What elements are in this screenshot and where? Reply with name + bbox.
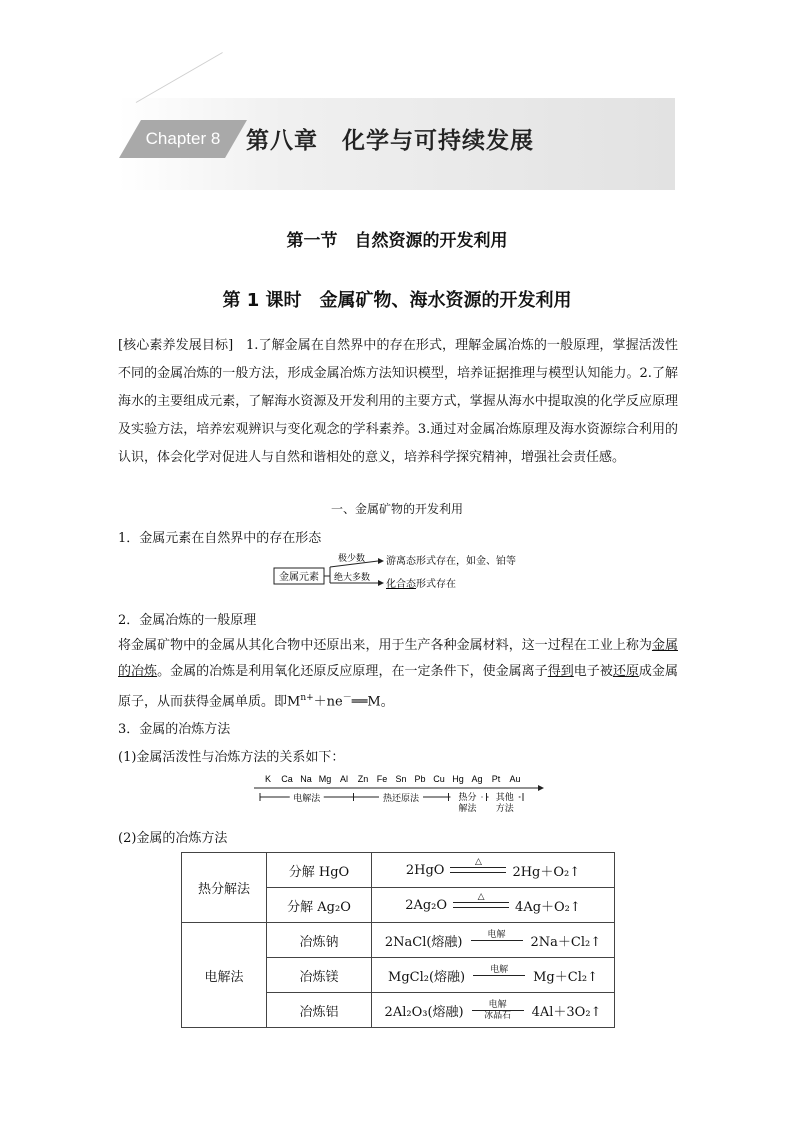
table-row [182,853,615,888]
item3-sub2: (2)金属的冶炼方法 [118,831,228,846]
metal-symbol: Au [509,774,521,784]
equation-cell [372,888,615,923]
method-item-cell: 冶炼镁 [267,958,372,993]
range-label: 热还原法 [382,794,420,804]
method-item-cell: 分解 Ag₂O [267,888,372,923]
reaction-condition-arrow: 电解 [469,930,525,951]
method-group-cell: 电解法 [182,923,267,1028]
diagram-top-result: 游离态形式存在，如金、铂等 [386,556,516,567]
metal-symbol: Ag [471,774,483,784]
item3-sub1: (1)金属活泼性与冶炼方法的关系如下： [118,750,345,765]
metal-symbol: Pb [414,774,426,784]
equation-products: 2Hg＋O₂↑ [512,864,581,880]
method-item-cell: 冶炼铝 [267,993,372,1028]
equation-products: Mg＋Cl₂↑ [533,969,598,985]
method-item-cell: 分解 HgO [267,853,372,888]
equation-cell [372,958,615,993]
metal-symbol: Mg [318,774,332,784]
equation-reactants: 2Al₂O₃(熔融) [384,1004,464,1020]
diagram-bottom-label: 绝大多数 [334,573,371,583]
diagram-top-label: 极少数 [338,554,366,564]
equation-reactants: MgCl₂(熔融) [388,969,466,985]
equation-reactants: 2Ag₂O [405,897,448,913]
core-goals-text: 1.了解金属在自然界中的存在形式，理解金属冶炼的一般原理，掌握活泼性不同的金属冶炼的一般方法，形成金属冶炼方法知识模型，培养证据推理与模型认知能力。2.了解海水的主要组成元素，了解海水资源及开发利用的主要方式，掌握从海水中提取溴的化学反应原理及实验方法，培养宏观辨识与变化观念的学科素养。3.通过对金属冶炼原理及海水资源综合利用的认识，体会化学对促进人与自然和谐相处的意义，培养科学探究精神，增强社会责任感。 [118,338,679,465]
metal-symbol: Pt [491,774,501,784]
range-label: 其他方法 [495,793,514,814]
metal-symbol: Hg [452,774,464,784]
equation-cell [372,993,615,1028]
existence-form-diagram [270,553,530,591]
blank-metal-smelting: 金属的冶炼 [118,638,678,679]
metal-symbol: Cu [433,774,445,784]
metal-symbol: K [264,774,272,784]
diagram-bottom-result: 化合态形式存在 [386,579,456,590]
reaction-condition-arrow: △ [450,857,506,883]
metal-symbol: Ca [281,774,293,784]
diagram-box-label: 金属元素 [279,572,319,583]
method-group-cell: 热分解法 [182,853,267,923]
equation-cell [372,853,615,888]
equation-cell [372,923,615,958]
equation-products: 4Ag＋O₂↑ [515,899,581,915]
chapter-banner [118,98,675,190]
smelting-methods-table [181,852,615,1028]
range-label: 热分解法 [458,793,477,814]
range-label: 电解法 [293,794,321,804]
method-item-cell: 冶炼钠 [267,923,372,958]
chapter-title: 第八章 化学与可持续发展 [246,128,534,154]
blank-reduce: 还原 [612,664,639,679]
core-goals-tag: [核心素养发展目标] [118,338,234,353]
core-goals-paragraph [118,332,678,472]
chapter-label: Chapter 8 [145,129,221,148]
equation-reactants: 2NaCl(熔融) [384,934,463,950]
reaction-condition-arrow: 电解 [471,965,527,986]
reaction-condition-arrow: 电解 冰晶石 [470,1000,526,1021]
equation-products: 4Al＋3O₂↑ [531,1004,602,1020]
blank-gain: 得到 [547,664,574,679]
item1-heading: 1．金属元素在自然界中的存在形态 [118,531,322,546]
item3-heading: 3．金属的冶炼方法 [118,722,231,737]
activity-arrowhead [538,785,544,791]
section-title: 第一节 自然资源的开发利用 [286,231,508,251]
metal-symbol: Fe [376,774,388,784]
metal-symbol: Na [300,774,312,784]
item2-heading: 2．金属冶炼的一般原理 [118,613,257,628]
equation-reactants: 2HgO [405,862,445,878]
metal-symbol: Al [339,774,349,784]
banner-deco-line [136,52,223,103]
reaction-condition-arrow: △ [453,892,509,918]
table-row [182,923,615,958]
metal-symbol: Zn [357,774,369,784]
item2-paragraph: 将金属矿物中的金属从其化合物中还原出来，用于生产各种金属材料，这一过程在工业上称为金属的冶炼。金属的冶炼是利用氧化还原反应原理，在一定条件下，使金属离子得到电子被还原成金属原子，从而获得金属单质。即$M^{n+}+ne^-══M$。 [118,638,678,710]
equation-products: 2Na＋Cl₂↑ [530,934,602,950]
activity-series-diagram [250,770,550,820]
lesson-title: 第 1 课时 金属矿物、海水资源的开发利用 [222,290,572,311]
part1-heading: 一、金属矿物的开发利用 [330,502,463,516]
metal-symbol: Sn [395,774,407,784]
